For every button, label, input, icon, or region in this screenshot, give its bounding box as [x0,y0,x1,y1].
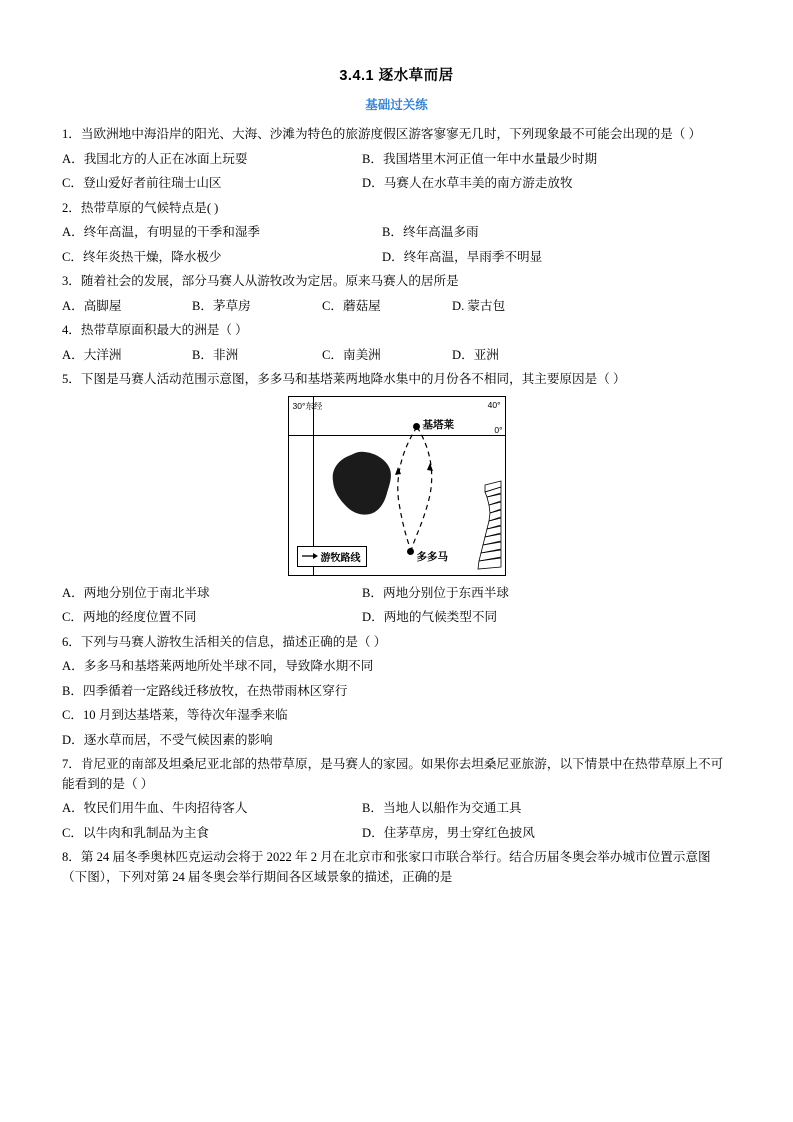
question-2-options-row-1 [62,223,731,243]
question-1-option-d: D．马赛人在水草丰美的南方游走放牧 [362,176,573,191]
question-2-option-b: B．终年高温多雨 [382,225,479,240]
figure-masai-range-map [62,396,731,576]
question-6-option-d: D．逐水草而居，不受气候因素的影响 [62,732,273,747]
question-7-option-b: B．当地人以船作为交通工具 [362,801,522,816]
city-dot-dodoma [407,548,414,555]
section-heading: 基础过关练 [365,98,428,112]
question-7-options-row-2 [62,824,731,844]
question-6-stem: 6．下列与马赛人游牧生活相关的信息，描述正确的是（ ） [62,634,387,649]
question-7-stem: 7．肯尼亚的南部及坦桑尼亚北部的热带草原，是马赛人的家园。如果你去坦桑尼亚旅游，以下情景中在热带草原上不可能看到的是（ ） [62,757,724,791]
question-1-option-c: C．登山爱好者前往瑞士山区 [62,176,222,191]
question-7-options-row-1 [62,799,731,819]
question-5-option-b: B．两地分别位于东西半球 [362,585,509,600]
map-legend-label: 游牧路线 [320,552,361,564]
question-4-option-d: D．亚洲 [452,347,499,362]
map-label-dodoma: 多多马 [416,550,448,563]
question-3-options [62,297,731,317]
map-label-kitale: 基塔莱 [422,418,454,431]
question-2-option-a: A．终年高温，有明显的干季和湿季 [62,225,261,240]
question-4-option-a: A．大洋洲 [62,347,122,362]
question-5-option-d: D．两地的气候类型不同 [362,610,498,625]
question-5-stem: 5．下图是马赛人活动范围示意图，多多马和基塔莱两地降水集中的月份各不相同，其主要原因是（ ） [62,372,626,387]
question-2-option-c: C．终年炎热干燥，降水极少 [62,249,222,264]
question-1-stem: 1．当欧洲地中海沿岸的阳光、大海、沙滩为特色的旅游度假区游客寥寥无几时，下列现象最不可能会出现的是（ ） [62,127,702,141]
question-4-options [62,346,731,366]
question-3-option-a: A．高脚屋 [62,298,122,313]
question-7-option-c: C．以牛肉和乳制品为主食 [62,825,209,840]
question-5-option-c: C．两地的经度位置不同 [62,610,197,625]
question-1-option-a: A．我国北方的人正在冰面上玩耍 [62,151,248,166]
map-label-equator: 0° [494,424,503,435]
question-8-stem: 8．第 24 届冬季奥林匹克运动会将于 2022 年 2 月在北京市和张家口市联合举行。结合历届冬奥会举办城市位置示意图（下图），下列对第 24 届冬奥会举行期间各区域景象的描述，正确的是 [62,850,711,884]
question-2-option-d: D．终年高温，旱雨季不明显 [382,249,543,264]
map-label-longitude-right: 40° [487,399,501,410]
question-3-option-c: C．蘑菇屋 [322,298,381,313]
question-2-stem: 2．热带草原的气候特点是( ) [62,200,219,215]
question-6-option-b: B．四季循着一定路线迁移放牧，在热带雨林区穿行 [62,683,348,698]
question-3-option-d: D. 蒙古包 [452,298,506,313]
question-6-options [62,657,731,750]
question-3-stem: 3．随着社会的发展，部分马赛人从游牧改为定居。原来马赛人的居所是 [62,274,459,289]
question-2-options-row-2 [62,248,731,268]
question-4-option-b: B．非洲 [192,347,239,362]
page-title: 3.4.1 逐水草而居 [339,68,454,84]
question-5-option-a: A．两地分别位于南北半球 [62,585,210,600]
question-6-option-c: C．10 月到达基塔莱，等待次年湿季来临 [62,708,288,723]
question-7-option-d: D．住茅草房，男士穿红色披风 [362,825,535,840]
question-1-options-row-1 [62,150,731,170]
city-dot-kitale [413,423,420,430]
question-1-options-row-2 [62,174,731,194]
map-frame [288,396,506,576]
question-4-option-c: C．南美洲 [322,347,381,362]
question-7-option-a: A．牧民们用牛血、牛肉招待客人 [62,801,248,816]
map-label-longitude-left: 30°东经 [292,400,323,411]
question-5-options-row-1 [62,584,731,604]
question-4-stem: 4．热带草原面积最大的洲是（ ） [62,323,248,338]
question-5-options-row-2 [62,608,731,628]
map-legend [297,546,367,567]
question-3-option-b: B．茅草房 [192,298,251,313]
legend-arrow-icon [302,552,318,560]
question-6-option-a: A．多多马和基塔莱两地所处半球不同，导致降水期不同 [62,659,374,674]
question-1-option-b: B．我国塔里木河正值一年中水量最少时期 [362,151,598,166]
